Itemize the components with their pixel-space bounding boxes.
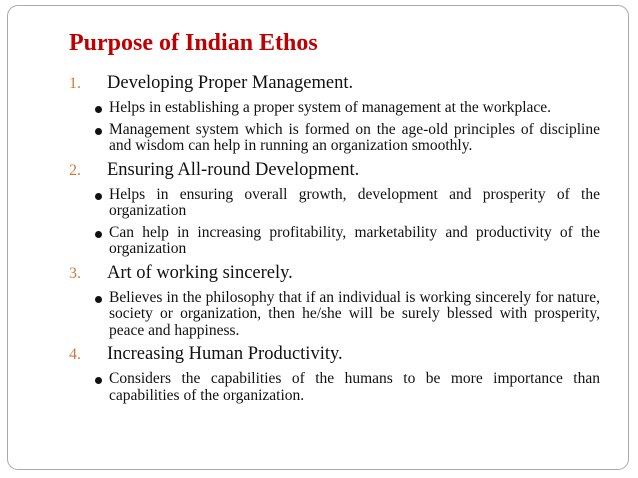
section-heading: Art of working sincerely. [107, 262, 293, 283]
bullet-text: Believes in the philosophy that if an individual is working sincerely for nature, society or organization, then he/she will be surely blessed with prosperity, peace and happiness. [109, 288, 600, 339]
bullet-item [69, 187, 600, 220]
section-heading: Developing Proper Management. [107, 73, 354, 93]
bullet-item [69, 100, 600, 117]
section-heading-row [69, 344, 600, 370]
bullet-dot-icon [95, 106, 102, 113]
section-1 [69, 73, 600, 155]
bullet-dot-icon [95, 231, 102, 238]
section-heading-row [69, 263, 600, 289]
section-number: 2. [69, 161, 81, 179]
section-4 [69, 344, 600, 404]
bullet-dot-icon [95, 377, 102, 384]
section-heading-row [69, 160, 600, 186]
section-number: 1. [69, 75, 81, 92]
section-heading-row [69, 73, 600, 99]
bullet-text: Helps in establishing a proper system of management at the workplace. [109, 99, 552, 116]
bullet-dot-icon [95, 296, 102, 303]
bullet-item [69, 122, 600, 155]
bullet-list [69, 187, 600, 258]
section-3 [69, 263, 600, 340]
bullet-list [69, 290, 600, 340]
bullet-text: Management system which is formed on the age-old principles of discipline and wisdom can help in running an organization smoothly. [109, 120, 600, 154]
bullet-item [69, 225, 600, 258]
section-2 [69, 160, 600, 258]
section-number: 3. [69, 264, 81, 282]
section-heading: Increasing Human Productivity. [107, 344, 343, 364]
section-number: 4. [69, 346, 81, 363]
bullet-list [69, 100, 600, 155]
bullet-list [69, 371, 600, 404]
bullet-text: Can help in increasing profitability, marketability and productivity of the organization [109, 223, 600, 257]
bullet-item [69, 290, 600, 340]
section-heading: Ensuring All-round Development. [107, 159, 360, 180]
bullet-dot-icon [95, 193, 102, 200]
bullet-dot-icon [95, 128, 102, 135]
slide-title: Purpose of Indian Ethos [69, 30, 318, 56]
bullet-text: Considers the capabilities of the humans to be more importance than capabilities of the organization. [109, 370, 600, 404]
slide-content [69, 73, 600, 409]
bullet-text: Helps in ensuring overall growth, development and prosperity of the organization [109, 185, 600, 219]
bullet-item [69, 371, 600, 404]
